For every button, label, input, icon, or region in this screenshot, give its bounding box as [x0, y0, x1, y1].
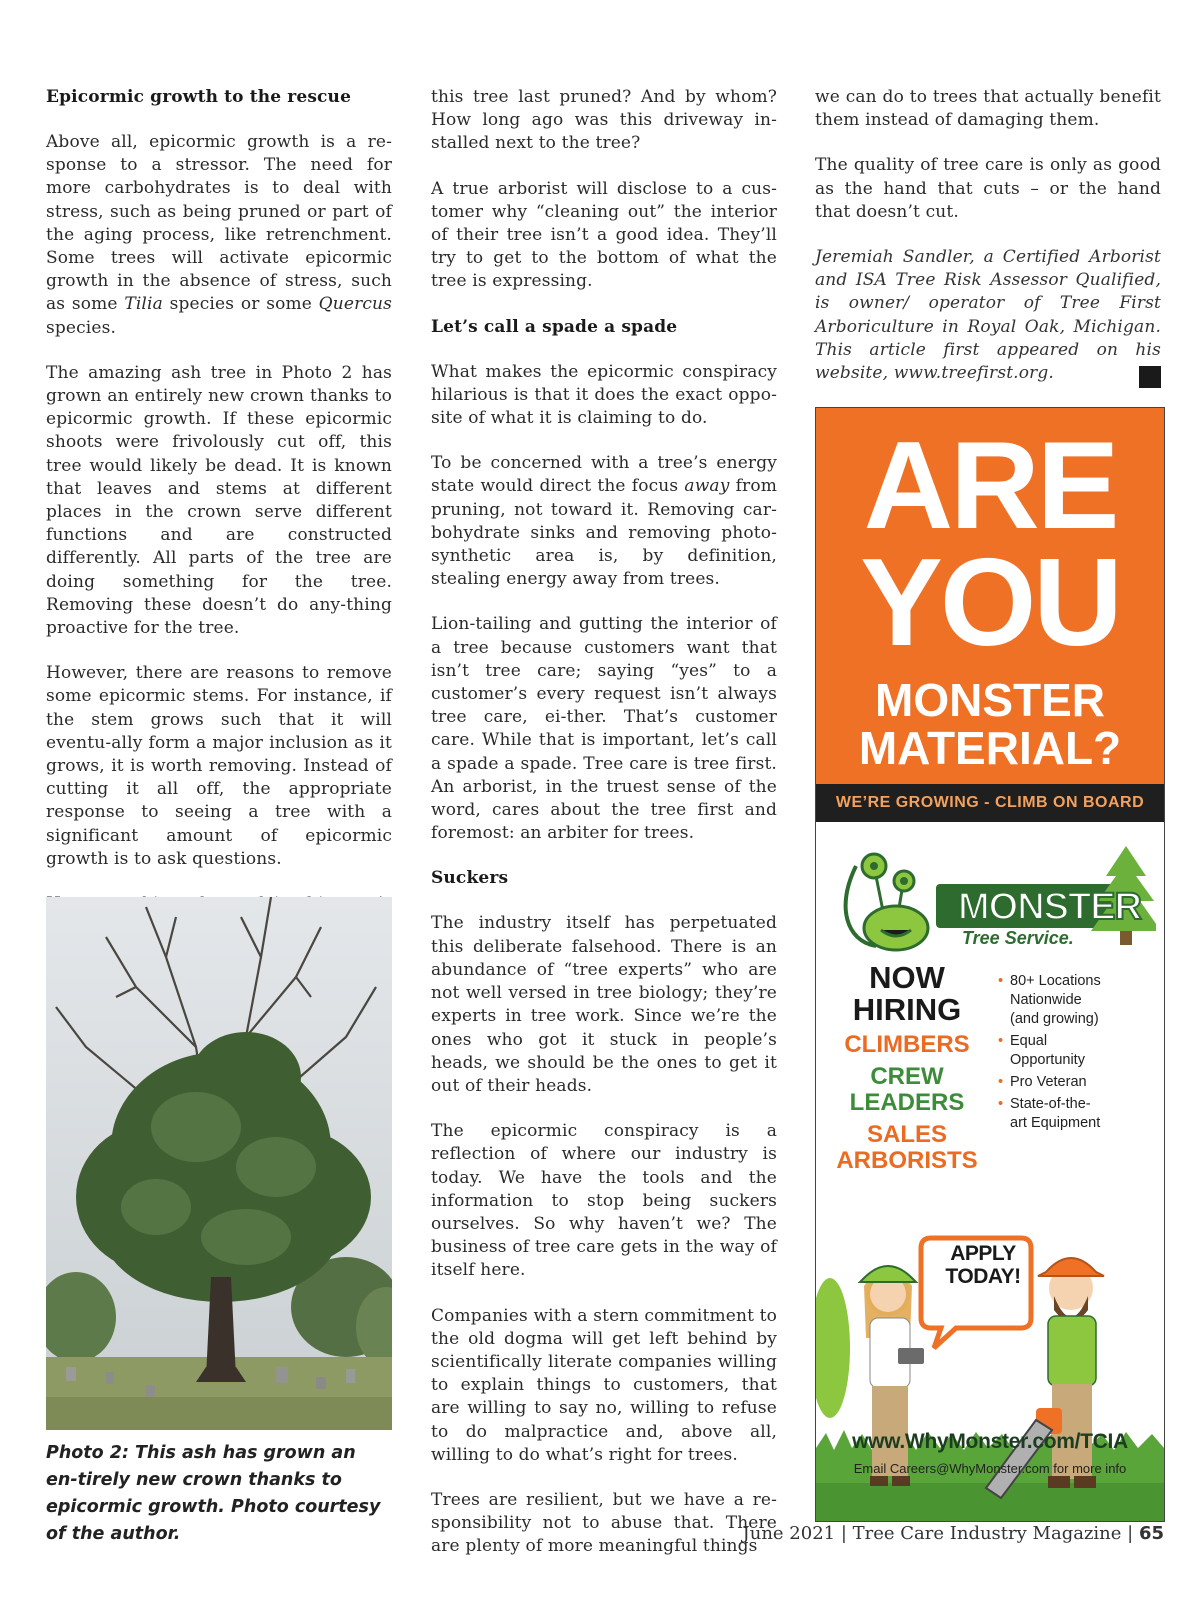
paragraph: The epicormic conspiracy is a reflection of where our industry is today. We have the tools and the information to stop being suckers ourselves. So why haven’t we? The business of tree care gets in the way of itself here.	[431, 1121, 777, 1281]
photo-caption: Photo 2: This ash has grown an en-tirely new crown thanks to epicormic growth. Photo courtesy of the author.	[46, 1443, 381, 1544]
section-heading: Suckers	[431, 868, 509, 889]
paragraph: The industry itself has perpetuated this deliberate falsehood. There is an abundance of “tree experts” who are not well versed in tree biology; they’re experts in tree work. Since we’re the ones who got it stuck in people’s heads, we should be the ones to get it out of their heads.	[431, 913, 777, 1096]
benefit-item: • 80+ Locations Nationwide (and growing)	[996, 972, 1156, 1029]
benefit-item: • Pro Veteran	[996, 1073, 1156, 1092]
ad-headline-panel	[816, 408, 1164, 784]
paragraph: this tree last pruned? And by whom? How long ago was this driveway in-stalled next to the tree?	[431, 87, 777, 154]
issue-label: June 2021 | Tree Care Industry Magazine |	[742, 1523, 1139, 1544]
ad-website-link[interactable]: www.WhyMonster.com/TCIA	[852, 1430, 1128, 1453]
ad-email-line[interactable]: Email Careers@WhyMonster.com for more info	[853, 1461, 1127, 1476]
paragraph: we can do to trees that actually benefit them instead of damaging them.	[815, 87, 1161, 131]
section-heading: Let’s call a spade a spade	[431, 316, 678, 337]
paragraph: To be concerned with a tree’s energy state would direct the focus away from pruning, not toward it. Removing car-bohydrate sinks and removing photo-synthetic area is, by definition, stealing energy away from trees.	[431, 453, 777, 590]
article-column-2	[431, 86, 777, 1581]
paragraph: A true arborist will disclose to a cus-tomer why “cleaning out” the interior of their tree isn’t a good idea. They’ll try to get to the bottom of what the tree is expressing.	[431, 178, 777, 292]
paragraph: The quality of tree care is only as good as the hand that cuts – or the hand that doesn’t cut.	[815, 155, 1161, 222]
author-byline: Jeremiah Sandler, a Certified Arborist and ISA Tree Risk Assessor Qualified, is owner/ operator of Tree First Arboriculture in Royal Oak, Michigan. This article first appeared on his website, www.treefirst.org.	[815, 246, 1161, 385]
ad-headline-are: ARE	[863, 417, 1117, 555]
ash-tree-photo	[46, 897, 392, 1430]
paragraph: Trees are resilient, but we have a re-sponsibility not to abuse that. There are plenty of more meaningful things	[431, 1489, 777, 1557]
position-crew-leaders: CREW LEADERS	[849, 1063, 965, 1116]
apply-today-label: APPLY TODAY!	[945, 1242, 1021, 1288]
page-number: 65	[1138, 1523, 1164, 1544]
benefits-list	[996, 972, 1156, 1136]
ad-headline-monster-material: MONSTER MATERIAL?	[858, 674, 1122, 774]
ash-tree-illustration	[46, 897, 392, 1430]
logo-wordmark: MONSTER	[958, 886, 1141, 928]
paragraph: The amazing ash tree in Photo 2 has grown an entirely new crown thanks to epicormic growth. If these epicormic shoots were frivolously cut off, this tree would likely be dead. It is known that leaves and stems at different places in the crown serve different functions and are constructed differently. All parts of the tree are doing something for the tree. Removing these doesn’t do any-thing proactive for the tree.	[46, 362, 392, 639]
monster-logo	[836, 846, 1156, 956]
ad-headline-you: YOU	[860, 534, 1120, 672]
logo-subtitle: Tree Service.	[962, 928, 1074, 948]
section-heading: Epicormic growth to the rescue	[46, 87, 352, 107]
paragraph: What makes the epicormic conspiracy hilarious is that it does the exact oppo-site of what it is claiming to do.	[431, 361, 777, 429]
article-column-1	[46, 86, 392, 985]
ad-body	[816, 822, 1164, 1521]
benefit-item: • Equal Opportunity	[996, 1032, 1156, 1070]
monster-tree-service-ad[interactable]	[815, 407, 1165, 1522]
page-footer	[743, 1523, 1164, 1544]
end-mark-icon	[1139, 366, 1161, 388]
position-climbers: CLIMBERS	[844, 1031, 970, 1058]
paragraph: However, there are reasons to remove some epicormic stems. For instance, if the stem grows such that it will eventu-ally form a major inclusion as it grows, it is worth removing. Instead of cutting it all off, the appropriate response to seeing a tree with a significant amount of epicormic growth is to ask questions.	[46, 663, 392, 869]
article-column-3	[815, 86, 1161, 407]
paragraph: Above all, epicormic growth is a re-sponse to a stressor. The need for more carbohydrates is to deal with stress, such as being pruned or part of the aging process, like retrenchment. Some trees will activate epicormic growth in the absence of stress, such as some Tilia species or some Quercus species.	[46, 132, 392, 338]
paragraph: Companies with a stern commitment to the old dogma will get left behind by scientifically literate companies willing to explain things to customers, that are willing to say no, willing to refuse to do malpractice and, above all, willing to do what’s right for trees.	[431, 1305, 777, 1465]
benefit-item: • State-of-the- art Equipment	[996, 1095, 1156, 1133]
paragraph: Lion-tailing and gutting the interior of a tree because customers want that isn’t tree care; saying “yes” to a customer’s every request isn’t always tree care, ei-ther. That’s customer care. While that is important, let’s call a spade a spade. Tree care is tree first. An arborist, in the truest sense of the word, cares about the tree first and foremost: an arbiter for trees.	[431, 614, 777, 844]
now-hiring-title: NOW HIRING	[852, 960, 962, 1027]
now-hiring-block	[822, 962, 992, 1174]
position-sales-arborists: SALES ARBORISTS	[836, 1121, 978, 1174]
ad-tagline-band: WE’RE GROWING - CLIMB ON BOARD	[816, 784, 1164, 822]
